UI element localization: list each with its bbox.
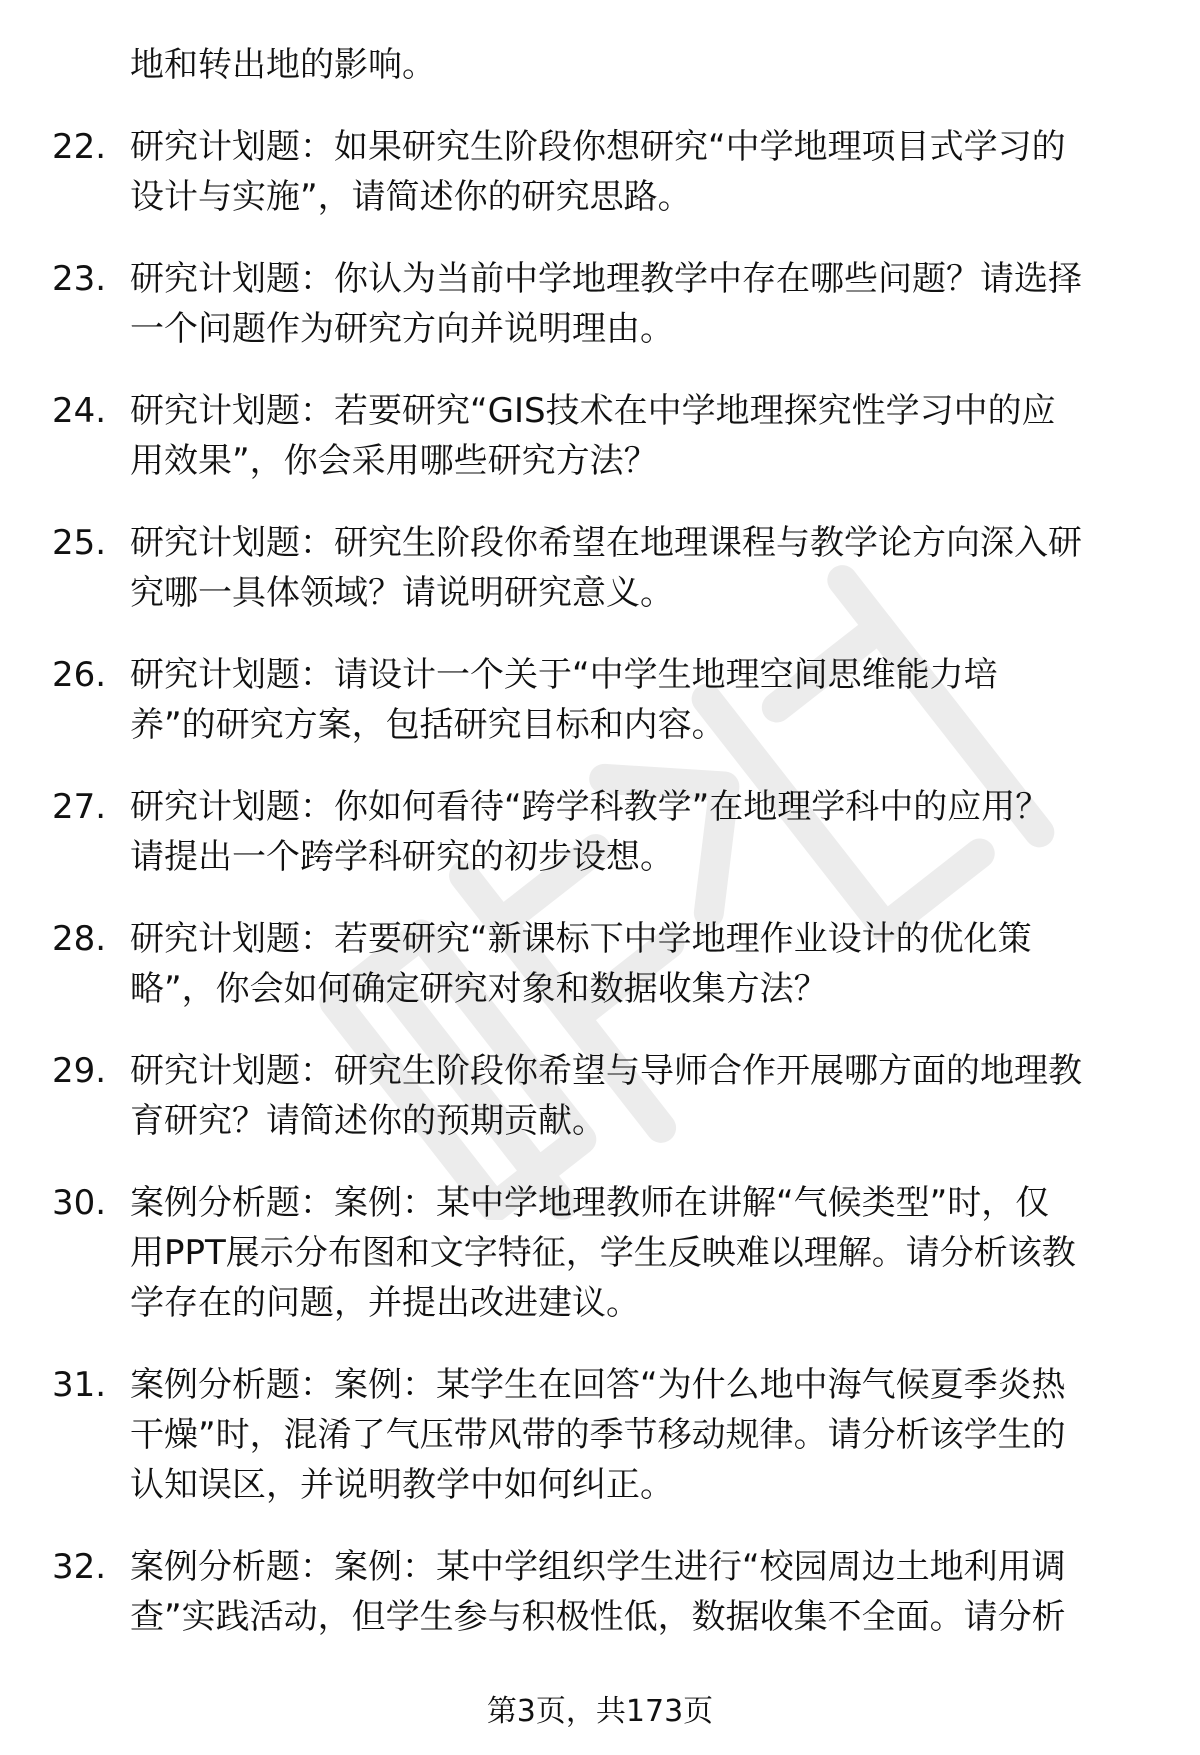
question-text-line: 案例分析题：案例：某学生在回答“为什么地中海气候夏季炎热 (130, 1365, 1066, 1405)
question-number: 23. (52, 259, 107, 299)
question-item (0, 1542, 1200, 1642)
question-text-line: 查”实践活动，但学生参与积极性低，数据收集不全面。请分析 (130, 1597, 1066, 1637)
question-text-line: 学存在的问题，并提出改进建议。 (130, 1283, 640, 1323)
question-item (0, 254, 1200, 354)
question-text-line: 研究计划题：研究生阶段你希望在地理课程与教学论方向深入研 (130, 523, 1082, 563)
question-number: 27. (52, 787, 107, 827)
question-text-line: 用PPT展示分布图和文字特征，学生反映难以理解。请分析该教 (130, 1233, 1076, 1273)
page-footer: 第3页，共173页 (486, 1694, 714, 1729)
question-number: 32. (52, 1547, 107, 1587)
question-item (0, 1046, 1200, 1146)
question-item (0, 782, 1200, 882)
continuation-line: 地和转出地的影响。 (130, 45, 436, 85)
question-text-line: 案例分析题：案例：某中学地理教师在讲解“气候类型”时，仅 (130, 1183, 1050, 1223)
questions-list (0, 40, 1200, 1642)
question-text-line: 用效果”，你会采用哪些研究方法？ (130, 441, 658, 481)
question-number: 26. (52, 655, 107, 695)
question-text-line: 略”，你会如何确定研究对象和数据收集方法？ (130, 969, 828, 1009)
question-text-line: 设计与实施”，请简述你的研究思路。 (130, 177, 692, 217)
question-text-line: 干燥”时，混淆了气压带风带的季节移动规律。请分析该学生的 (130, 1415, 1066, 1455)
question-number: 24. (52, 391, 107, 431)
question-text-line: 一个问题作为研究方向并说明理由。 (130, 309, 674, 349)
question-text-line: 研究计划题：研究生阶段你希望与导师合作开展哪方面的地理教 (130, 1051, 1082, 1091)
question-text-line: 养”的研究方案，包括研究目标和内容。 (130, 705, 726, 745)
question-text-line: 研究计划题：你认为当前中学地理教学中存在哪些问题？请选择 (130, 259, 1082, 299)
question-item (0, 914, 1200, 1014)
question-text-line: 研究计划题：如果研究生阶段你想研究“中学地理项目式学习的 (130, 127, 1066, 167)
question-item (0, 518, 1200, 618)
question-item (0, 122, 1200, 222)
question-text-line: 研究计划题：你如何看待“跨学科教学”在地理学科中的应用？ (130, 787, 1050, 827)
question-number: 28. (52, 919, 107, 959)
question-text-line: 案例分析题：案例：某中学组织学生进行“校园周边土地利用调 (130, 1547, 1066, 1587)
question-item (0, 1178, 1200, 1328)
question-text-line: 研究计划题：请设计一个关于“中学生地理空间思维能力培 (130, 655, 998, 695)
question-number: 22. (52, 127, 107, 167)
question-item (0, 1360, 1200, 1510)
question-text-line: 究哪一具体领域？请说明研究意义。 (130, 573, 674, 613)
question-number: 30. (52, 1183, 107, 1223)
question-item (0, 650, 1200, 750)
question-text-line: 研究计划题：若要研究“GIS技术在中学地理探究性学习中的应 (130, 391, 1056, 431)
question-text-line: 请提出一个跨学科研究的初步设想。 (130, 837, 674, 877)
question-item (0, 386, 1200, 486)
question-text-line: 研究计划题：若要研究“新课标下中学地理作业设计的优化策 (130, 919, 1032, 959)
question-number: 29. (52, 1051, 107, 1091)
question-text-line: 育研究？请简述你的预期贡献。 (130, 1101, 606, 1141)
question-number: 25. (52, 523, 107, 563)
question-number: 31. (52, 1365, 107, 1405)
question-text-line: 认知误区，并说明教学中如何纠正。 (130, 1465, 674, 1505)
